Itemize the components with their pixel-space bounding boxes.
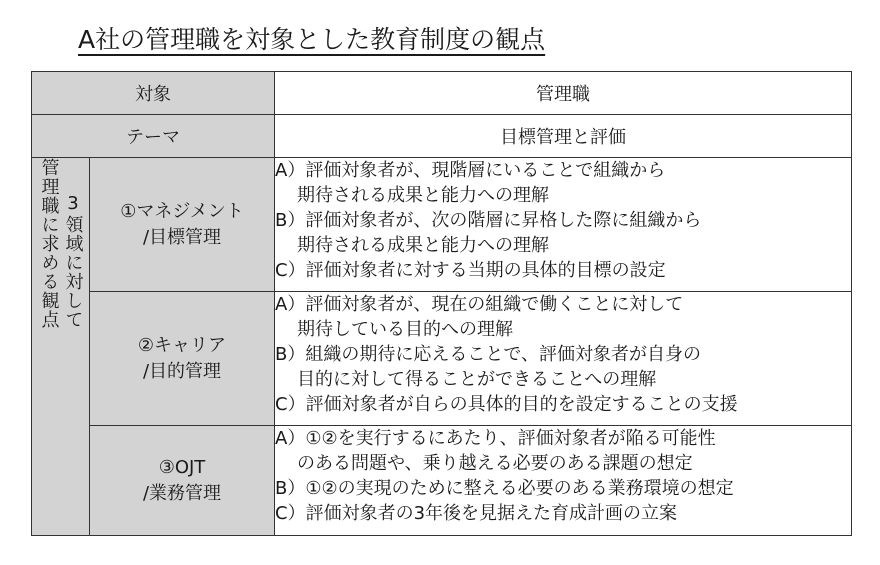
perspective-inner-label: 3領域に対して <box>62 193 84 329</box>
area-row-management <box>32 158 852 292</box>
area-name-line2: /目標管理 <box>142 226 222 248</box>
theme-row <box>32 115 852 158</box>
desc-line: B）評価対象者が、次の階層に昇格した際に組織から <box>275 210 702 231</box>
target-row <box>32 72 852 115</box>
education-table <box>31 71 852 536</box>
desc-line: 目的に対して得ることができることへの理解 <box>297 369 657 390</box>
area-name-line1: ③OJT <box>158 456 206 478</box>
page-title: A社の管理職を対象とした教育制度の観点 <box>78 25 546 54</box>
area-name-line2: /目的管理 <box>142 360 222 382</box>
area-name-line1: ②キャリア <box>137 334 227 356</box>
desc-line: C）評価対象者が自らの具体的目的を設定することの支援 <box>275 394 738 415</box>
area-row-career <box>32 292 852 426</box>
desc-line: のある問題や、乗り越える必要のある課題の想定 <box>297 453 693 474</box>
perspective-cell <box>32 158 90 536</box>
desc-line: C）評価対象者に対する当期の具体的目標の設定 <box>275 260 666 281</box>
desc-line: A）評価対象者が、現階層にいることで組織から <box>275 160 666 181</box>
theme-label: テーマ <box>32 115 275 158</box>
area-desc-management <box>275 158 852 292</box>
perspective-outer-label: 管理職に求める観点 <box>38 158 60 329</box>
target-value: 管理職 <box>275 72 852 115</box>
desc-line: A）①②を実行するにあたり、評価対象者が陥る可能性 <box>275 428 716 449</box>
desc-line: 期待している目的への理解 <box>297 319 513 340</box>
area-name-line2: /業務管理 <box>142 482 222 504</box>
area-desc-ojt <box>275 426 852 536</box>
theme-value: 目標管理と評価 <box>275 115 852 158</box>
area-row-ojt <box>32 426 852 536</box>
desc-line: A）評価対象者が、現在の組織で働くことに対して <box>275 294 684 315</box>
area-name-management <box>90 158 275 292</box>
area-name-line1: ①マネジメント <box>120 200 244 222</box>
area-desc-career <box>275 292 852 426</box>
target-label: 対象 <box>32 72 275 115</box>
desc-line: C）評価対象者の3年後を見据えた育成計画の立案 <box>275 503 678 524</box>
desc-line: B）組織の期待に応えることで、評価対象者が自身の <box>275 344 701 365</box>
area-name-ojt <box>90 426 275 536</box>
area-name-career <box>90 292 275 426</box>
desc-line: 期待される成果と能力への理解 <box>297 235 549 256</box>
desc-line: B）①②の実現のために整える必要のある業務環境の想定 <box>275 478 734 499</box>
desc-line: 期待される成果と能力への理解 <box>297 185 549 206</box>
